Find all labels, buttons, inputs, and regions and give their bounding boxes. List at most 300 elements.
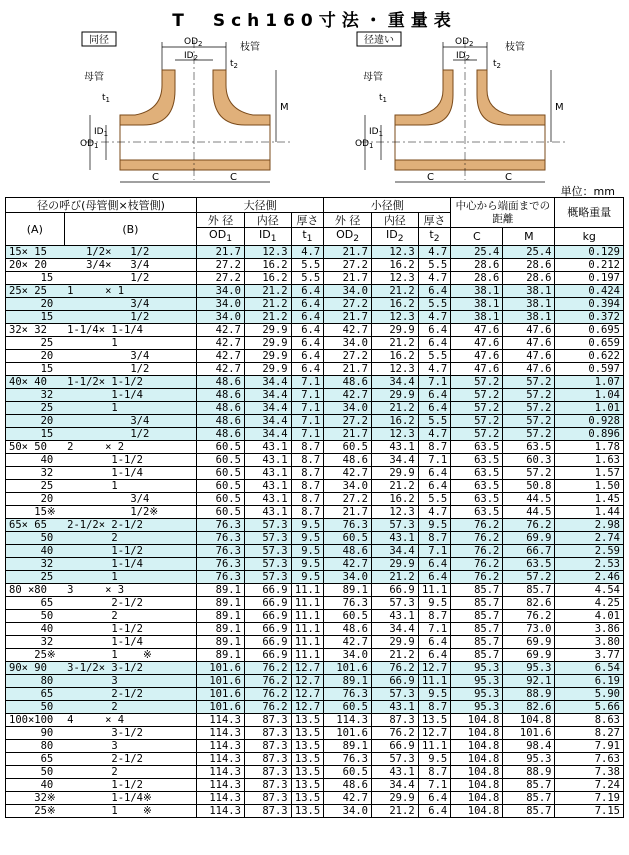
id1-label: $ID_1$ bbox=[94, 127, 109, 138]
c2-label: C bbox=[505, 172, 512, 183]
cell-od1: 89.1 bbox=[197, 636, 245, 649]
cell-a: 50 bbox=[6, 701, 65, 714]
c1-label: C bbox=[427, 172, 434, 183]
cell-t2: 4.7 bbox=[418, 363, 451, 376]
cell-a: 65 bbox=[6, 597, 65, 610]
cell-od2: 34.0 bbox=[324, 571, 372, 584]
unit-label: 単位：mm bbox=[560, 185, 615, 198]
cell-b: 1 bbox=[64, 480, 197, 493]
cell-od2: 27.2 bbox=[324, 493, 372, 506]
cell-t2: 4.7 bbox=[418, 506, 451, 519]
cell-od2: 21.7 bbox=[324, 363, 372, 376]
cell-id2: 12.3 bbox=[371, 363, 418, 376]
cell-c: 28.6 bbox=[451, 259, 503, 272]
cell-c: 104.8 bbox=[451, 714, 503, 727]
cell-id1: 29.9 bbox=[244, 350, 291, 363]
cell-m: 92.1 bbox=[503, 675, 555, 688]
cell-od1: 42.7 bbox=[197, 350, 245, 363]
inner-diameter-header: 内径 bbox=[244, 213, 291, 228]
cell-id1: 43.1 bbox=[244, 467, 291, 480]
cell-m: 38.1 bbox=[503, 311, 555, 324]
cell-od1: 114.3 bbox=[197, 714, 245, 727]
cell-m: 57.2 bbox=[503, 389, 555, 402]
cell-id2: 29.9 bbox=[371, 389, 418, 402]
t1-label: $t_1$ bbox=[102, 93, 110, 104]
cell-kg: 0.695 bbox=[555, 324, 624, 337]
cell-od2: 34.0 bbox=[324, 480, 372, 493]
cell-id1: 43.1 bbox=[244, 506, 291, 519]
cell-id2: 29.9 bbox=[371, 558, 418, 571]
cell-od2: 34.0 bbox=[324, 649, 372, 662]
reducing-tee-diagram bbox=[355, 30, 605, 190]
cell-od1: 60.5 bbox=[197, 506, 245, 519]
cell-t1: 6.4 bbox=[291, 350, 324, 363]
cell-t2: 6.4 bbox=[418, 792, 451, 805]
dimension-table bbox=[5, 197, 624, 818]
table-row bbox=[6, 467, 624, 480]
cell-c: 47.6 bbox=[451, 363, 503, 376]
thickness-header-2: 厚さ bbox=[418, 213, 451, 228]
size-header: 径の呼び(母管側×枝管側) bbox=[6, 198, 197, 213]
cell-od1: 114.3 bbox=[197, 779, 245, 792]
table-row bbox=[6, 389, 624, 402]
cell-c: 63.5 bbox=[451, 493, 503, 506]
table-row bbox=[6, 649, 624, 662]
cell-kg: 7.38 bbox=[555, 766, 624, 779]
cell-b: 3/4× 3/4 bbox=[64, 259, 197, 272]
cell-id1: 87.3 bbox=[244, 766, 291, 779]
weight-header: 概略重量 bbox=[555, 198, 624, 228]
table-row bbox=[6, 675, 624, 688]
cell-t1: 13.5 bbox=[291, 740, 324, 753]
cell-b: 1/2 bbox=[64, 363, 197, 376]
cell-t2: 8.7 bbox=[418, 701, 451, 714]
cell-a: 15× 15 bbox=[6, 246, 65, 259]
cell-t1: 11.1 bbox=[291, 584, 324, 597]
cell-t1: 8.7 bbox=[291, 493, 324, 506]
cell-id1: 34.4 bbox=[244, 402, 291, 415]
cell-t1: 6.4 bbox=[291, 298, 324, 311]
cell-t1: 13.5 bbox=[291, 792, 324, 805]
cell-od2: 101.6 bbox=[324, 662, 372, 675]
cell-id1: 87.3 bbox=[244, 714, 291, 727]
cell-b: 1-1/2 bbox=[64, 454, 197, 467]
cell-t2: 5.5 bbox=[418, 350, 451, 363]
table-row bbox=[6, 415, 624, 428]
cell-id1: 29.9 bbox=[244, 363, 291, 376]
cell-kg: 0.424 bbox=[555, 285, 624, 298]
cell-b: 3 bbox=[64, 675, 197, 688]
cell-t2: 6.4 bbox=[418, 480, 451, 493]
table-row bbox=[6, 311, 624, 324]
cell-m: 88.9 bbox=[503, 766, 555, 779]
cell-id2: 12.3 bbox=[371, 272, 418, 285]
cell-kg: 1.01 bbox=[555, 402, 624, 415]
table-row bbox=[6, 805, 624, 818]
cell-t2: 13.5 bbox=[418, 714, 451, 727]
cell-a: 100×100 bbox=[6, 714, 65, 727]
cell-id2: 16.2 bbox=[371, 298, 418, 311]
cell-kg: 6.19 bbox=[555, 675, 624, 688]
t2-label: $t_2$ bbox=[493, 59, 501, 70]
cell-kg: 3.86 bbox=[555, 623, 624, 636]
cell-kg: 1.07 bbox=[555, 376, 624, 389]
run-label: 母管 bbox=[363, 72, 383, 83]
cell-c: 85.7 bbox=[451, 623, 503, 636]
cell-b: 3 bbox=[64, 740, 197, 753]
table-row bbox=[6, 454, 624, 467]
cell-id2: 66.9 bbox=[371, 740, 418, 753]
cell-t1: 7.1 bbox=[291, 402, 324, 415]
id2-header: $ID_2$ bbox=[371, 228, 418, 246]
cell-t2: 8.7 bbox=[418, 441, 451, 454]
cell-t1: 5.5 bbox=[291, 259, 324, 272]
cell-id1: 57.3 bbox=[244, 571, 291, 584]
cell-a: 65 bbox=[6, 753, 65, 766]
cell-a: 25※ bbox=[6, 805, 65, 818]
cell-id1: 43.1 bbox=[244, 493, 291, 506]
cell-a: 40 bbox=[6, 779, 65, 792]
cell-a: 50× 50 bbox=[6, 441, 65, 454]
cell-t1: 12.7 bbox=[291, 701, 324, 714]
cell-m: 98.4 bbox=[503, 740, 555, 753]
outer-diameter-header-2: 外 径 bbox=[324, 213, 372, 228]
cell-od1: 42.7 bbox=[197, 324, 245, 337]
cell-a: 15 bbox=[6, 428, 65, 441]
cell-b: 3 × 3 bbox=[64, 584, 197, 597]
cell-b: 1/2× 1/2 bbox=[64, 246, 197, 259]
id2-label: $ID_2$ bbox=[184, 51, 199, 62]
cell-t2: 6.4 bbox=[418, 805, 451, 818]
cell-od1: 48.6 bbox=[197, 376, 245, 389]
t1-header: $t_1$ bbox=[291, 228, 324, 246]
cell-a: 40× 40 bbox=[6, 376, 65, 389]
cell-id2: 16.2 bbox=[371, 493, 418, 506]
cell-od2: 21.7 bbox=[324, 428, 372, 441]
cell-od1: 114.3 bbox=[197, 753, 245, 766]
table-row bbox=[6, 259, 624, 272]
cell-od2: 42.7 bbox=[324, 558, 372, 571]
cell-od1: 60.5 bbox=[197, 454, 245, 467]
cell-od1: 76.3 bbox=[197, 545, 245, 558]
cell-od1: 114.3 bbox=[197, 727, 245, 740]
id1-header: $ID_1$ bbox=[244, 228, 291, 246]
table-row bbox=[6, 441, 624, 454]
cell-c: 47.6 bbox=[451, 324, 503, 337]
cell-t2: 5.5 bbox=[418, 298, 451, 311]
cell-a: 32※ bbox=[6, 792, 65, 805]
table-row bbox=[6, 636, 624, 649]
cell-kg: 2.59 bbox=[555, 545, 624, 558]
cell-od1: 89.1 bbox=[197, 597, 245, 610]
cell-a: 65 bbox=[6, 688, 65, 701]
cell-t1: 11.1 bbox=[291, 597, 324, 610]
cell-c: 76.2 bbox=[451, 571, 503, 584]
cell-id1: 76.2 bbox=[244, 701, 291, 714]
cell-c: 104.8 bbox=[451, 740, 503, 753]
cell-t1: 6.4 bbox=[291, 337, 324, 350]
cell-id1: 66.9 bbox=[244, 636, 291, 649]
cell-kg: 3.80 bbox=[555, 636, 624, 649]
cell-b: 3/4 bbox=[64, 350, 197, 363]
cell-a: 40 bbox=[6, 545, 65, 558]
cell-t2: 6.4 bbox=[418, 649, 451, 662]
cell-kg: 1.04 bbox=[555, 389, 624, 402]
cell-c: 95.3 bbox=[451, 701, 503, 714]
cell-m: 69.9 bbox=[503, 649, 555, 662]
cell-od2: 101.6 bbox=[324, 727, 372, 740]
cell-id1: 43.1 bbox=[244, 441, 291, 454]
inner-diameter-header-2: 内径 bbox=[371, 213, 418, 228]
cell-c: 76.2 bbox=[451, 558, 503, 571]
cell-t2: 11.1 bbox=[418, 740, 451, 753]
cell-b: 1/2 bbox=[64, 272, 197, 285]
cell-od2: 34.0 bbox=[324, 805, 372, 818]
cell-od1: 76.3 bbox=[197, 532, 245, 545]
cell-c: 104.8 bbox=[451, 766, 503, 779]
table-row bbox=[6, 506, 624, 519]
cell-t2: 12.7 bbox=[418, 727, 451, 740]
cell-b: 3-1/2 bbox=[64, 727, 197, 740]
cell-b: 1-1/4× 1-1/4 bbox=[64, 324, 197, 337]
cell-t2: 4.7 bbox=[418, 311, 451, 324]
cell-id2: 34.4 bbox=[371, 545, 418, 558]
cell-b: 1 bbox=[64, 571, 197, 584]
cell-od2: 48.6 bbox=[324, 376, 372, 389]
table-row bbox=[6, 597, 624, 610]
cell-kg: 5.90 bbox=[555, 688, 624, 701]
table-row bbox=[6, 285, 624, 298]
cell-id1: 34.4 bbox=[244, 428, 291, 441]
cell-id2: 29.9 bbox=[371, 636, 418, 649]
table-row bbox=[6, 584, 624, 597]
cell-id2: 76.2 bbox=[371, 662, 418, 675]
cell-t1: 9.5 bbox=[291, 545, 324, 558]
cell-id2: 21.2 bbox=[371, 649, 418, 662]
cell-kg: 6.54 bbox=[555, 662, 624, 675]
cell-b: 2 × 2 bbox=[64, 441, 197, 454]
cell-od1: 89.1 bbox=[197, 610, 245, 623]
cell-t2: 6.4 bbox=[418, 389, 451, 402]
cell-t1: 9.5 bbox=[291, 558, 324, 571]
table-row bbox=[6, 740, 624, 753]
c1-label: C bbox=[152, 172, 159, 183]
table-row bbox=[6, 272, 624, 285]
cell-id1: 34.4 bbox=[244, 376, 291, 389]
table-row bbox=[6, 532, 624, 545]
cell-id1: 76.2 bbox=[244, 688, 291, 701]
cell-kg: 0.129 bbox=[555, 246, 624, 259]
cell-t2: 7.1 bbox=[418, 779, 451, 792]
cell-id2: 21.2 bbox=[371, 402, 418, 415]
cell-t2: 9.5 bbox=[418, 519, 451, 532]
cell-a: 65× 65 bbox=[6, 519, 65, 532]
cell-od1: 114.3 bbox=[197, 766, 245, 779]
cell-od1: 101.6 bbox=[197, 688, 245, 701]
cell-kg: 0.659 bbox=[555, 337, 624, 350]
cell-kg: 0.197 bbox=[555, 272, 624, 285]
cell-id2: 12.3 bbox=[371, 428, 418, 441]
cell-id1: 87.3 bbox=[244, 740, 291, 753]
cell-od1: 101.6 bbox=[197, 701, 245, 714]
cell-od2: 48.6 bbox=[324, 454, 372, 467]
cell-b: 1-1/4 bbox=[64, 636, 197, 649]
cell-id1: 66.9 bbox=[244, 584, 291, 597]
cell-od1: 48.6 bbox=[197, 402, 245, 415]
cell-a: 25※ bbox=[6, 649, 65, 662]
cell-b: 1-1/4 bbox=[64, 389, 197, 402]
cell-b: 2 bbox=[64, 701, 197, 714]
cell-m: 63.5 bbox=[503, 558, 555, 571]
cell-a: 25 bbox=[6, 402, 65, 415]
cell-id2: 16.2 bbox=[371, 259, 418, 272]
cell-t2: 7.1 bbox=[418, 545, 451, 558]
cell-c: 104.8 bbox=[451, 805, 503, 818]
cell-m: 57.2 bbox=[503, 415, 555, 428]
cell-t2: 6.4 bbox=[418, 324, 451, 337]
cell-id2: 66.9 bbox=[371, 675, 418, 688]
cell-c: 85.7 bbox=[451, 584, 503, 597]
cell-b: 2-1/2 bbox=[64, 688, 197, 701]
cell-m: 95.3 bbox=[503, 662, 555, 675]
cell-t2: 7.1 bbox=[418, 376, 451, 389]
cell-t2: 11.1 bbox=[418, 584, 451, 597]
cell-id2: 21.2 bbox=[371, 285, 418, 298]
cell-od1: 89.1 bbox=[197, 649, 245, 662]
cell-id2: 43.1 bbox=[371, 610, 418, 623]
cell-id1: 43.1 bbox=[244, 454, 291, 467]
cell-kg: 8.27 bbox=[555, 727, 624, 740]
cell-t1: 8.7 bbox=[291, 467, 324, 480]
cell-od2: 21.7 bbox=[324, 246, 372, 259]
cell-kg: 2.46 bbox=[555, 571, 624, 584]
cell-t2: 6.4 bbox=[418, 636, 451, 649]
cell-id1: 66.9 bbox=[244, 610, 291, 623]
cell-t2: 7.1 bbox=[418, 454, 451, 467]
cell-id2: 29.9 bbox=[371, 467, 418, 480]
cell-c: 63.5 bbox=[451, 467, 503, 480]
cell-c: 85.7 bbox=[451, 649, 503, 662]
od1-label: $OD_1$ bbox=[80, 139, 99, 150]
cell-id2: 29.9 bbox=[371, 324, 418, 337]
c2-label: C bbox=[230, 172, 237, 183]
cell-od1: 34.0 bbox=[197, 311, 245, 324]
table-row bbox=[6, 792, 624, 805]
cell-c: 63.5 bbox=[451, 480, 503, 493]
cell-id1: 29.9 bbox=[244, 324, 291, 337]
table-row bbox=[6, 363, 624, 376]
cell-t1: 7.1 bbox=[291, 415, 324, 428]
cell-od2: 34.0 bbox=[324, 285, 372, 298]
cell-m: 101.6 bbox=[503, 727, 555, 740]
cell-kg: 4.01 bbox=[555, 610, 624, 623]
table-row bbox=[6, 246, 624, 259]
table-row bbox=[6, 545, 624, 558]
page-title: T Sch160寸法・重量表 bbox=[172, 11, 457, 31]
cell-c: 63.5 bbox=[451, 506, 503, 519]
cell-id1: 21.2 bbox=[244, 311, 291, 324]
cell-id1: 87.3 bbox=[244, 779, 291, 792]
cell-od2: 60.5 bbox=[324, 766, 372, 779]
cell-id2: 66.9 bbox=[371, 584, 418, 597]
cell-b: 3-1/2× 3-1/2 bbox=[64, 662, 197, 675]
cell-t2: 8.7 bbox=[418, 610, 451, 623]
cell-m: 28.6 bbox=[503, 272, 555, 285]
cell-a: 20 bbox=[6, 350, 65, 363]
cell-id1: 76.2 bbox=[244, 675, 291, 688]
cell-t1: 8.7 bbox=[291, 480, 324, 493]
cell-a: 50 bbox=[6, 610, 65, 623]
cell-id1: 57.3 bbox=[244, 519, 291, 532]
cell-c: 95.3 bbox=[451, 688, 503, 701]
cell-t1: 13.5 bbox=[291, 805, 324, 818]
cell-m: 25.4 bbox=[503, 246, 555, 259]
cell-od2: 48.6 bbox=[324, 545, 372, 558]
cell-m: 57.2 bbox=[503, 467, 555, 480]
cell-b: 1-1/2 bbox=[64, 779, 197, 792]
cell-c: 63.5 bbox=[451, 441, 503, 454]
equal-tag: 同径 bbox=[89, 35, 109, 46]
cell-c: 63.5 bbox=[451, 454, 503, 467]
cell-t1: 7.1 bbox=[291, 428, 324, 441]
table-row bbox=[6, 662, 624, 675]
table-row bbox=[6, 610, 624, 623]
cell-id2: 57.3 bbox=[371, 597, 418, 610]
cell-t1: 8.7 bbox=[291, 441, 324, 454]
table-row bbox=[6, 701, 624, 714]
cell-od2: 42.7 bbox=[324, 389, 372, 402]
cell-m: 66.7 bbox=[503, 545, 555, 558]
table-row bbox=[6, 402, 624, 415]
cell-kg: 3.77 bbox=[555, 649, 624, 662]
cell-b: 1-1/2 bbox=[64, 545, 197, 558]
cell-kg: 0.896 bbox=[555, 428, 624, 441]
cell-m: 85.7 bbox=[503, 779, 555, 792]
cell-a: 80 bbox=[6, 740, 65, 753]
cell-m: 85.7 bbox=[503, 805, 555, 818]
cell-a: 32 bbox=[6, 558, 65, 571]
cell-m: 76.2 bbox=[503, 610, 555, 623]
cell-t2: 4.7 bbox=[418, 428, 451, 441]
cell-id1: 66.9 bbox=[244, 623, 291, 636]
table-row bbox=[6, 571, 624, 584]
table-row bbox=[6, 350, 624, 363]
table-row bbox=[6, 324, 624, 337]
cell-c: 47.6 bbox=[451, 350, 503, 363]
cell-t1: 4.7 bbox=[291, 246, 324, 259]
cell-od2: 76.3 bbox=[324, 519, 372, 532]
cell-b: 2-1/2 bbox=[64, 753, 197, 766]
table-row bbox=[6, 428, 624, 441]
cell-id1: 34.4 bbox=[244, 415, 291, 428]
cell-t2: 5.5 bbox=[418, 415, 451, 428]
cell-t2: 6.4 bbox=[418, 558, 451, 571]
cell-t1: 8.7 bbox=[291, 506, 324, 519]
cell-m: 104.8 bbox=[503, 714, 555, 727]
cell-a: 20× 20 bbox=[6, 259, 65, 272]
tee-body bbox=[120, 70, 270, 170]
cell-c: 104.8 bbox=[451, 753, 503, 766]
cell-b: 3/4 bbox=[64, 298, 197, 311]
cell-b: 1-1/2× 1-1/2 bbox=[64, 376, 197, 389]
cell-a: 20 bbox=[6, 298, 65, 311]
cell-m: 95.3 bbox=[503, 753, 555, 766]
cell-m: 38.1 bbox=[503, 285, 555, 298]
cell-m: 76.2 bbox=[503, 519, 555, 532]
cell-id2: 43.1 bbox=[371, 441, 418, 454]
table-row bbox=[6, 714, 624, 727]
cell-kg: 1.45 bbox=[555, 493, 624, 506]
